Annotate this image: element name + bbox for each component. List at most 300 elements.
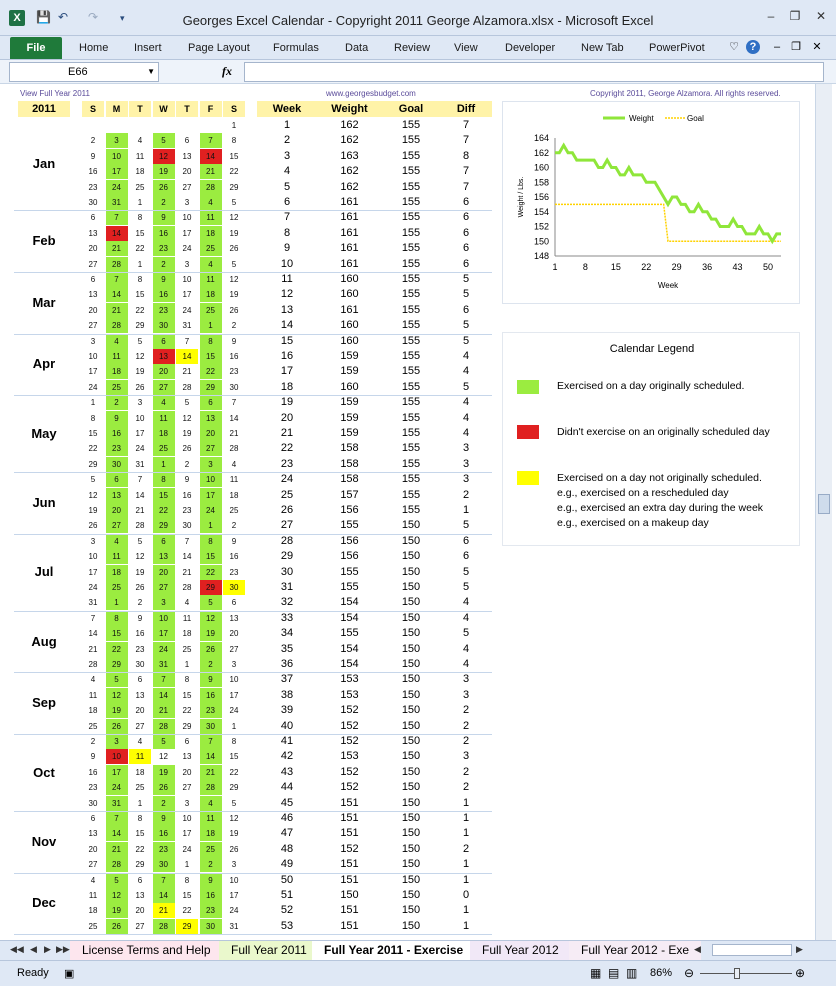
- calendar-day[interactable]: 22: [200, 565, 222, 580]
- week-cell[interactable]: 8: [283, 226, 291, 239]
- sheet-tab-full-year-2012[interactable]: Full Year 2012: [470, 941, 571, 960]
- calendar-day[interactable]: 25: [200, 303, 222, 318]
- calendar-day[interactable]: 16: [153, 287, 175, 302]
- calendar-day[interactable]: 4: [200, 796, 222, 811]
- week-cell[interactable]: 26: [280, 504, 294, 516]
- normal-view-icon[interactable]: ▦: [590, 966, 602, 980]
- weight-cell[interactable]: 151: [340, 858, 359, 871]
- diff-cell[interactable]: 5: [462, 380, 470, 393]
- calendar-day[interactable]: 10: [135, 413, 145, 423]
- calendar-day[interactable]: 2: [153, 796, 175, 811]
- calendar-day[interactable]: 17: [135, 429, 145, 438]
- week-cell[interactable]: 4: [283, 165, 291, 178]
- calendar-day[interactable]: 21: [182, 367, 192, 377]
- calendar-day[interactable]: 29: [182, 721, 192, 731]
- calendar-day[interactable]: 30: [153, 318, 175, 333]
- goal-cell[interactable]: 155: [401, 303, 421, 316]
- diff-cell[interactable]: 2: [462, 488, 470, 501]
- calendar-day[interactable]: 28: [153, 719, 175, 734]
- calendar-day[interactable]: 4: [106, 334, 128, 349]
- calendar-day[interactable]: 5: [153, 734, 175, 749]
- calendar-day[interactable]: 23: [200, 903, 222, 918]
- calendar-day[interactable]: 23: [135, 644, 145, 654]
- calendar-day[interactable]: 22: [135, 305, 145, 315]
- calendar-day[interactable]: 27: [106, 518, 128, 533]
- calendar-day[interactable]: 15: [88, 429, 98, 438]
- diff-cell[interactable]: 2: [462, 735, 470, 747]
- diff-cell[interactable]: 5: [462, 519, 470, 532]
- calendar-day[interactable]: 12: [182, 413, 192, 423]
- calendar-day[interactable]: 22: [229, 167, 239, 177]
- weight-cell[interactable]: 159: [340, 350, 359, 362]
- tab-view[interactable]: View: [454, 42, 478, 54]
- calendar-day[interactable]: 17: [106, 765, 128, 780]
- calendar-day[interactable]: 31: [88, 598, 98, 608]
- calendar-day[interactable]: 3: [231, 660, 237, 669]
- calendar-day[interactable]: 13: [106, 488, 128, 503]
- calendar-day[interactable]: 28: [88, 660, 98, 669]
- calendar-day[interactable]: 1: [137, 259, 143, 269]
- calendar-day[interactable]: 20: [135, 906, 145, 916]
- calendar-day[interactable]: 8: [184, 875, 190, 885]
- goal-cell[interactable]: 150: [401, 581, 421, 593]
- sheet-tab-license[interactable]: License Terms and Help: [70, 941, 223, 960]
- calendar-day[interactable]: 7: [184, 336, 190, 346]
- calendar-day[interactable]: 17: [182, 829, 192, 839]
- calendar-day[interactable]: 5: [137, 336, 143, 346]
- calendar-day[interactable]: 4: [106, 534, 128, 549]
- goal-cell[interactable]: 150: [401, 827, 421, 840]
- calendar-day[interactable]: 17: [88, 567, 98, 577]
- calendar-day[interactable]: 23: [182, 506, 192, 515]
- ribbon-restore-icon[interactable]: ❐: [791, 41, 801, 53]
- calendar-day[interactable]: 19: [153, 164, 175, 179]
- calendar-day[interactable]: 19: [200, 626, 222, 641]
- week-cell[interactable]: 34: [280, 627, 294, 640]
- week-cell[interactable]: 42: [280, 750, 294, 763]
- page-break-view-icon[interactable]: ▥: [626, 966, 638, 980]
- weight-cell[interactable]: 159: [340, 396, 359, 409]
- calendar-day[interactable]: 31: [106, 195, 128, 210]
- calendar-day[interactable]: 17: [229, 690, 239, 700]
- calendar-day[interactable]: 16: [229, 552, 239, 562]
- calendar-day[interactable]: 20: [88, 305, 98, 315]
- page-layout-view-icon[interactable]: ▤: [608, 966, 620, 980]
- tab-scroll-left-icon[interactable]: ◀: [694, 944, 701, 954]
- weight-cell[interactable]: 154: [340, 658, 359, 670]
- calendar-day[interactable]: 3: [106, 133, 128, 148]
- calendar-day[interactable]: 7: [200, 734, 222, 749]
- week-cell[interactable]: 40: [280, 719, 294, 732]
- weight-cell[interactable]: 156: [340, 534, 359, 547]
- calendar-day[interactable]: 7: [200, 133, 222, 148]
- calendar-day[interactable]: 23: [200, 703, 222, 718]
- calendar-day[interactable]: 4: [200, 195, 222, 210]
- calendar-day[interactable]: 6: [106, 472, 128, 487]
- calendar-day[interactable]: 17: [182, 228, 192, 238]
- calendar-day[interactable]: 15: [229, 151, 239, 161]
- week-cell[interactable]: 6: [283, 196, 291, 208]
- calendar-day[interactable]: 15: [200, 349, 222, 364]
- calendar-day[interactable]: 20: [153, 565, 175, 580]
- diff-cell[interactable]: 4: [462, 642, 470, 655]
- calendar-day[interactable]: 7: [153, 672, 175, 687]
- calendar-day[interactable]: 15: [182, 891, 192, 900]
- goal-cell[interactable]: 155: [401, 273, 421, 285]
- calendar-day[interactable]: 5: [90, 475, 96, 485]
- goal-cell[interactable]: 150: [401, 889, 421, 901]
- goal-cell[interactable]: 150: [401, 704, 421, 717]
- calendar-day[interactable]: 8: [200, 534, 222, 549]
- calendar-day[interactable]: 10: [88, 552, 98, 562]
- weight-cell[interactable]: 163: [340, 149, 359, 162]
- week-cell[interactable]: 28: [280, 534, 294, 547]
- diff-cell[interactable]: 5: [462, 288, 470, 301]
- zoom-slider-thumb[interactable]: [734, 968, 740, 979]
- heart-icon[interactable]: ♡: [729, 41, 739, 53]
- week-cell[interactable]: 43: [280, 765, 294, 778]
- calendar-day[interactable]: 16: [182, 490, 192, 500]
- goal-cell[interactable]: 150: [401, 735, 421, 747]
- goal-cell[interactable]: 150: [401, 627, 421, 640]
- calendar-day[interactable]: 8: [231, 737, 237, 746]
- calendar-day[interactable]: 12: [135, 352, 145, 361]
- calendar-day[interactable]: 9: [231, 536, 237, 546]
- calendar-day[interactable]: 19: [229, 228, 239, 238]
- calendar-day[interactable]: 10: [182, 213, 192, 223]
- calendar-day[interactable]: 9: [200, 873, 222, 888]
- goal-cell[interactable]: 155: [401, 457, 421, 470]
- calendar-day[interactable]: 17: [229, 891, 239, 900]
- calendar-day[interactable]: 20: [88, 844, 98, 854]
- diff-cell[interactable]: 3: [462, 750, 470, 763]
- calendar-day[interactable]: 6: [153, 334, 175, 349]
- week-cell[interactable]: 15: [280, 334, 294, 347]
- week-cell[interactable]: 38: [280, 688, 294, 701]
- calendar-day[interactable]: 7: [231, 398, 237, 408]
- week-cell[interactable]: 48: [280, 842, 294, 855]
- diff-cell[interactable]: 2: [462, 719, 470, 732]
- calendar-day[interactable]: 6: [90, 213, 96, 223]
- calendar-day[interactable]: 21: [182, 567, 192, 577]
- calendar-day[interactable]: 24: [88, 382, 98, 392]
- calendar-day[interactable]: 7: [106, 811, 128, 826]
- week-cell[interactable]: 21: [280, 427, 294, 439]
- calendar-day[interactable]: 1: [106, 595, 128, 610]
- diff-cell[interactable]: 6: [462, 550, 470, 563]
- calendar-day[interactable]: 22: [153, 503, 175, 518]
- calendar-day[interactable]: 19: [229, 829, 239, 839]
- calendar-day[interactable]: 21: [200, 164, 222, 179]
- calendar-day[interactable]: 28: [106, 857, 128, 872]
- week-cell[interactable]: 33: [280, 611, 294, 624]
- calendar-day[interactable]: 30: [229, 382, 239, 392]
- calendar-day[interactable]: 13: [229, 613, 239, 623]
- weight-cell[interactable]: 162: [340, 119, 359, 131]
- week-cell[interactable]: 2: [283, 134, 291, 147]
- week-cell[interactable]: 7: [283, 211, 291, 224]
- calendar-day[interactable]: 21: [106, 241, 128, 256]
- diff-cell[interactable]: 4: [462, 611, 470, 624]
- weight-cell[interactable]: 155: [340, 581, 359, 593]
- goal-cell[interactable]: 150: [401, 858, 421, 871]
- weight-cell[interactable]: 158: [340, 473, 359, 486]
- calendar-day[interactable]: 12: [153, 149, 175, 164]
- weight-cell[interactable]: 153: [340, 688, 359, 701]
- calendar-day[interactable]: 5: [106, 873, 128, 888]
- calendar-day[interactable]: 13: [153, 549, 175, 564]
- goal-cell[interactable]: 150: [401, 919, 421, 932]
- calendar-day[interactable]: 30: [223, 580, 245, 595]
- calendar-day[interactable]: 4: [231, 459, 237, 469]
- tab-scroll-right-icon[interactable]: ▶: [796, 944, 803, 954]
- calendar-day[interactable]: 11: [200, 210, 222, 225]
- diff-cell[interactable]: 3: [462, 473, 470, 486]
- calendar-day[interactable]: 26: [229, 844, 239, 854]
- calendar-day[interactable]: 6: [137, 875, 143, 885]
- diff-cell[interactable]: 1: [462, 827, 470, 840]
- calendar-day[interactable]: 8: [137, 814, 143, 823]
- goal-cell[interactable]: 150: [401, 904, 421, 917]
- weight-cell[interactable]: 158: [340, 442, 359, 455]
- calendar-day[interactable]: 12: [106, 688, 128, 703]
- calendar-day[interactable]: 6: [231, 598, 237, 608]
- calendar-day[interactable]: 22: [135, 244, 145, 254]
- calendar-day[interactable]: 9: [153, 811, 175, 826]
- calendar-day[interactable]: 25: [106, 380, 128, 395]
- calendar-day[interactable]: 10: [229, 875, 239, 885]
- calendar-day[interactable]: 28: [200, 180, 222, 195]
- restore-button[interactable]: ❐: [789, 9, 801, 23]
- calendar-day[interactable]: 14: [153, 688, 175, 703]
- calendar-day[interactable]: 2: [153, 195, 175, 210]
- calendar-day[interactable]: 16: [200, 688, 222, 703]
- calendar-day[interactable]: 27: [153, 580, 175, 595]
- weight-cell[interactable]: 151: [340, 904, 359, 917]
- calendar-day[interactable]: 5: [231, 259, 237, 269]
- calendar-day[interactable]: 23: [88, 783, 98, 793]
- calendar-day[interactable]: 30: [88, 198, 98, 207]
- diff-cell[interactable]: 5: [462, 565, 470, 578]
- calendar-day[interactable]: 14: [88, 629, 98, 639]
- weight-cell[interactable]: 156: [340, 550, 359, 563]
- calendar-day[interactable]: 7: [90, 613, 96, 623]
- calendar-day[interactable]: 28: [229, 444, 239, 454]
- calendar-day[interactable]: 8: [106, 611, 128, 626]
- calendar-day[interactable]: 15: [229, 752, 239, 762]
- goal-cell[interactable]: 155: [401, 226, 421, 239]
- calendar-day[interactable]: 1: [90, 398, 96, 408]
- goal-cell[interactable]: 150: [401, 596, 421, 609]
- week-cell[interactable]: 23: [280, 457, 294, 470]
- calendar-day[interactable]: 4: [153, 395, 175, 410]
- calendar-day[interactable]: 7: [106, 210, 128, 225]
- weight-cell[interactable]: 161: [340, 226, 359, 239]
- week-cell[interactable]: 14: [280, 319, 294, 332]
- calendar-day[interactable]: 20: [200, 426, 222, 441]
- calendar-day[interactable]: 18: [88, 706, 98, 716]
- goal-cell[interactable]: 155: [401, 380, 421, 393]
- calendar-day[interactable]: 16: [153, 826, 175, 841]
- save-icon[interactable]: 💾: [36, 10, 51, 24]
- diff-cell[interactable]: 1: [462, 904, 470, 917]
- calendar-day[interactable]: 25: [135, 783, 145, 793]
- calendar-day[interactable]: 30: [135, 660, 145, 669]
- calendar-day[interactable]: 29: [229, 783, 239, 793]
- calendar-day[interactable]: 25: [200, 241, 222, 256]
- calendar-day[interactable]: 11: [182, 613, 192, 623]
- calendar-day[interactable]: 11: [135, 151, 145, 161]
- calendar-day[interactable]: 12: [200, 611, 222, 626]
- diff-cell[interactable]: 1: [462, 873, 470, 886]
- diff-cell[interactable]: 3: [462, 673, 470, 686]
- calendar-day[interactable]: 3: [106, 734, 128, 749]
- calendar-day[interactable]: 9: [90, 752, 96, 762]
- week-cell[interactable]: 35: [280, 642, 294, 655]
- weight-cell[interactable]: 153: [340, 673, 359, 686]
- diff-cell[interactable]: 1: [462, 796, 470, 809]
- diff-cell[interactable]: 7: [462, 134, 470, 147]
- calendar-day[interactable]: 17: [153, 626, 175, 641]
- calendar-day[interactable]: 17: [182, 290, 192, 300]
- calendar-day[interactable]: 8: [200, 334, 222, 349]
- calendar-day[interactable]: 3: [184, 198, 190, 207]
- week-cell[interactable]: 53: [280, 919, 294, 932]
- tab-home[interactable]: Home: [79, 42, 109, 54]
- calendar-day[interactable]: 20: [182, 167, 192, 177]
- weight-cell[interactable]: 155: [340, 627, 359, 640]
- week-cell[interactable]: 37: [280, 673, 294, 686]
- calendar-day[interactable]: 2: [200, 657, 222, 672]
- calendar-day[interactable]: 16: [200, 888, 222, 903]
- calendar-day[interactable]: 10: [229, 675, 239, 685]
- calendar-day[interactable]: 18: [153, 426, 175, 441]
- calendar-day[interactable]: 29: [200, 580, 222, 595]
- calendar-day[interactable]: 20: [135, 706, 145, 716]
- weight-cell[interactable]: 152: [340, 719, 359, 732]
- calendar-day[interactable]: 1: [184, 860, 190, 870]
- week-cell[interactable]: 46: [280, 812, 294, 824]
- calendar-day[interactable]: 31: [182, 321, 192, 331]
- calendar-day[interactable]: 14: [200, 749, 222, 764]
- weight-cell[interactable]: 152: [340, 704, 359, 717]
- calendar-day[interactable]: 4: [137, 737, 143, 746]
- calendar-day[interactable]: 17: [88, 367, 98, 377]
- calendar-day[interactable]: 27: [135, 721, 145, 731]
- calendar-day[interactable]: 20: [88, 244, 98, 254]
- week-cell[interactable]: 12: [280, 288, 294, 301]
- diff-cell[interactable]: 1: [462, 858, 470, 871]
- calendar-day[interactable]: 31: [229, 921, 239, 931]
- weight-cell[interactable]: 161: [340, 303, 359, 316]
- tab-page-layout[interactable]: Page Layout: [188, 42, 250, 54]
- calendar-day[interactable]: 13: [135, 891, 145, 900]
- calendar-day[interactable]: 31: [153, 657, 175, 672]
- undo-icon[interactable]: ↶: [58, 10, 69, 24]
- calendar-day[interactable]: 3: [231, 860, 237, 870]
- calendar-day[interactable]: 1: [137, 198, 143, 207]
- calendar-day[interactable]: 9: [153, 210, 175, 225]
- calendar-day[interactable]: 3: [184, 798, 190, 808]
- calendar-day[interactable]: 28: [106, 318, 128, 333]
- diff-cell[interactable]: 5: [462, 627, 470, 640]
- vertical-scrollbar[interactable]: [815, 84, 832, 940]
- calendar-day[interactable]: 15: [182, 690, 192, 700]
- goal-cell[interactable]: 150: [401, 750, 421, 763]
- calendar-day[interactable]: 8: [90, 413, 96, 423]
- calendar-day[interactable]: 25: [88, 721, 98, 731]
- calendar-day[interactable]: 10: [106, 149, 128, 164]
- calendar-day[interactable]: 19: [182, 429, 192, 438]
- calendar-day[interactable]: 14: [106, 226, 128, 241]
- calendar-day[interactable]: 24: [182, 305, 192, 315]
- calendar-day[interactable]: 19: [88, 506, 98, 515]
- weight-cell[interactable]: 155: [340, 519, 359, 532]
- goal-cell[interactable]: 150: [401, 673, 421, 686]
- calendar-day[interactable]: 28: [106, 257, 128, 272]
- diff-cell[interactable]: 1: [462, 919, 470, 932]
- calendar-day[interactable]: 26: [200, 642, 222, 657]
- calendar-day[interactable]: 15: [106, 626, 128, 641]
- calendar-day[interactable]: 9: [153, 272, 175, 287]
- week-cell[interactable]: 5: [283, 180, 291, 193]
- calendar-day[interactable]: 4: [137, 136, 143, 146]
- calendar-day[interactable]: 1: [153, 457, 175, 472]
- calendar-day[interactable]: 6: [184, 136, 190, 146]
- week-cell[interactable]: 30: [280, 565, 294, 578]
- goal-cell[interactable]: 150: [401, 781, 421, 794]
- calendar-day[interactable]: 27: [153, 380, 175, 395]
- calendar-day[interactable]: 13: [88, 228, 98, 238]
- weight-cell[interactable]: 156: [340, 504, 359, 516]
- calendar-day[interactable]: 30: [88, 798, 98, 808]
- goal-cell[interactable]: 155: [401, 396, 421, 409]
- calendar-day[interactable]: 15: [135, 228, 145, 238]
- tab-powerpivot[interactable]: PowerPivot: [649, 42, 705, 54]
- calendar-day[interactable]: 14: [200, 149, 222, 164]
- calendar-day[interactable]: 10: [200, 472, 222, 487]
- calendar-day[interactable]: 29: [88, 459, 98, 469]
- tab-formulas[interactable]: Formulas: [273, 42, 319, 54]
- view-full-year-link[interactable]: View Full Year 2011: [20, 89, 90, 98]
- calendar-day[interactable]: 4: [184, 598, 190, 608]
- calendar-day[interactable]: 6: [200, 395, 222, 410]
- goal-cell[interactable]: 155: [401, 196, 421, 208]
- week-cell[interactable]: 9: [283, 242, 291, 255]
- calendar-day[interactable]: 5: [200, 595, 222, 610]
- weight-cell[interactable]: 160: [340, 380, 359, 393]
- calendar-day[interactable]: 22: [200, 364, 222, 379]
- calendar-day[interactable]: 1: [200, 318, 222, 333]
- zoom-slider[interactable]: [700, 973, 792, 974]
- calendar-day[interactable]: 13: [135, 690, 145, 700]
- weight-cell[interactable]: 151: [340, 812, 359, 824]
- calendar-day[interactable]: 18: [200, 287, 222, 302]
- calendar-day[interactable]: 22: [135, 844, 145, 854]
- calendar-day[interactable]: 25: [88, 921, 98, 931]
- calendar-day[interactable]: 14: [182, 552, 192, 562]
- calendar-day[interactable]: 11: [229, 475, 239, 485]
- calendar-day[interactable]: 17: [200, 488, 222, 503]
- week-cell[interactable]: 17: [280, 365, 294, 378]
- goal-cell[interactable]: 150: [401, 642, 421, 655]
- calendar-day[interactable]: 2: [90, 737, 96, 746]
- calendar-day[interactable]: 24: [182, 244, 192, 254]
- calendar-day[interactable]: 15: [153, 488, 175, 503]
- calendar-day[interactable]: 18: [135, 167, 145, 177]
- goal-cell[interactable]: 155: [401, 242, 421, 255]
- weight-cell[interactable]: 153: [340, 750, 359, 763]
